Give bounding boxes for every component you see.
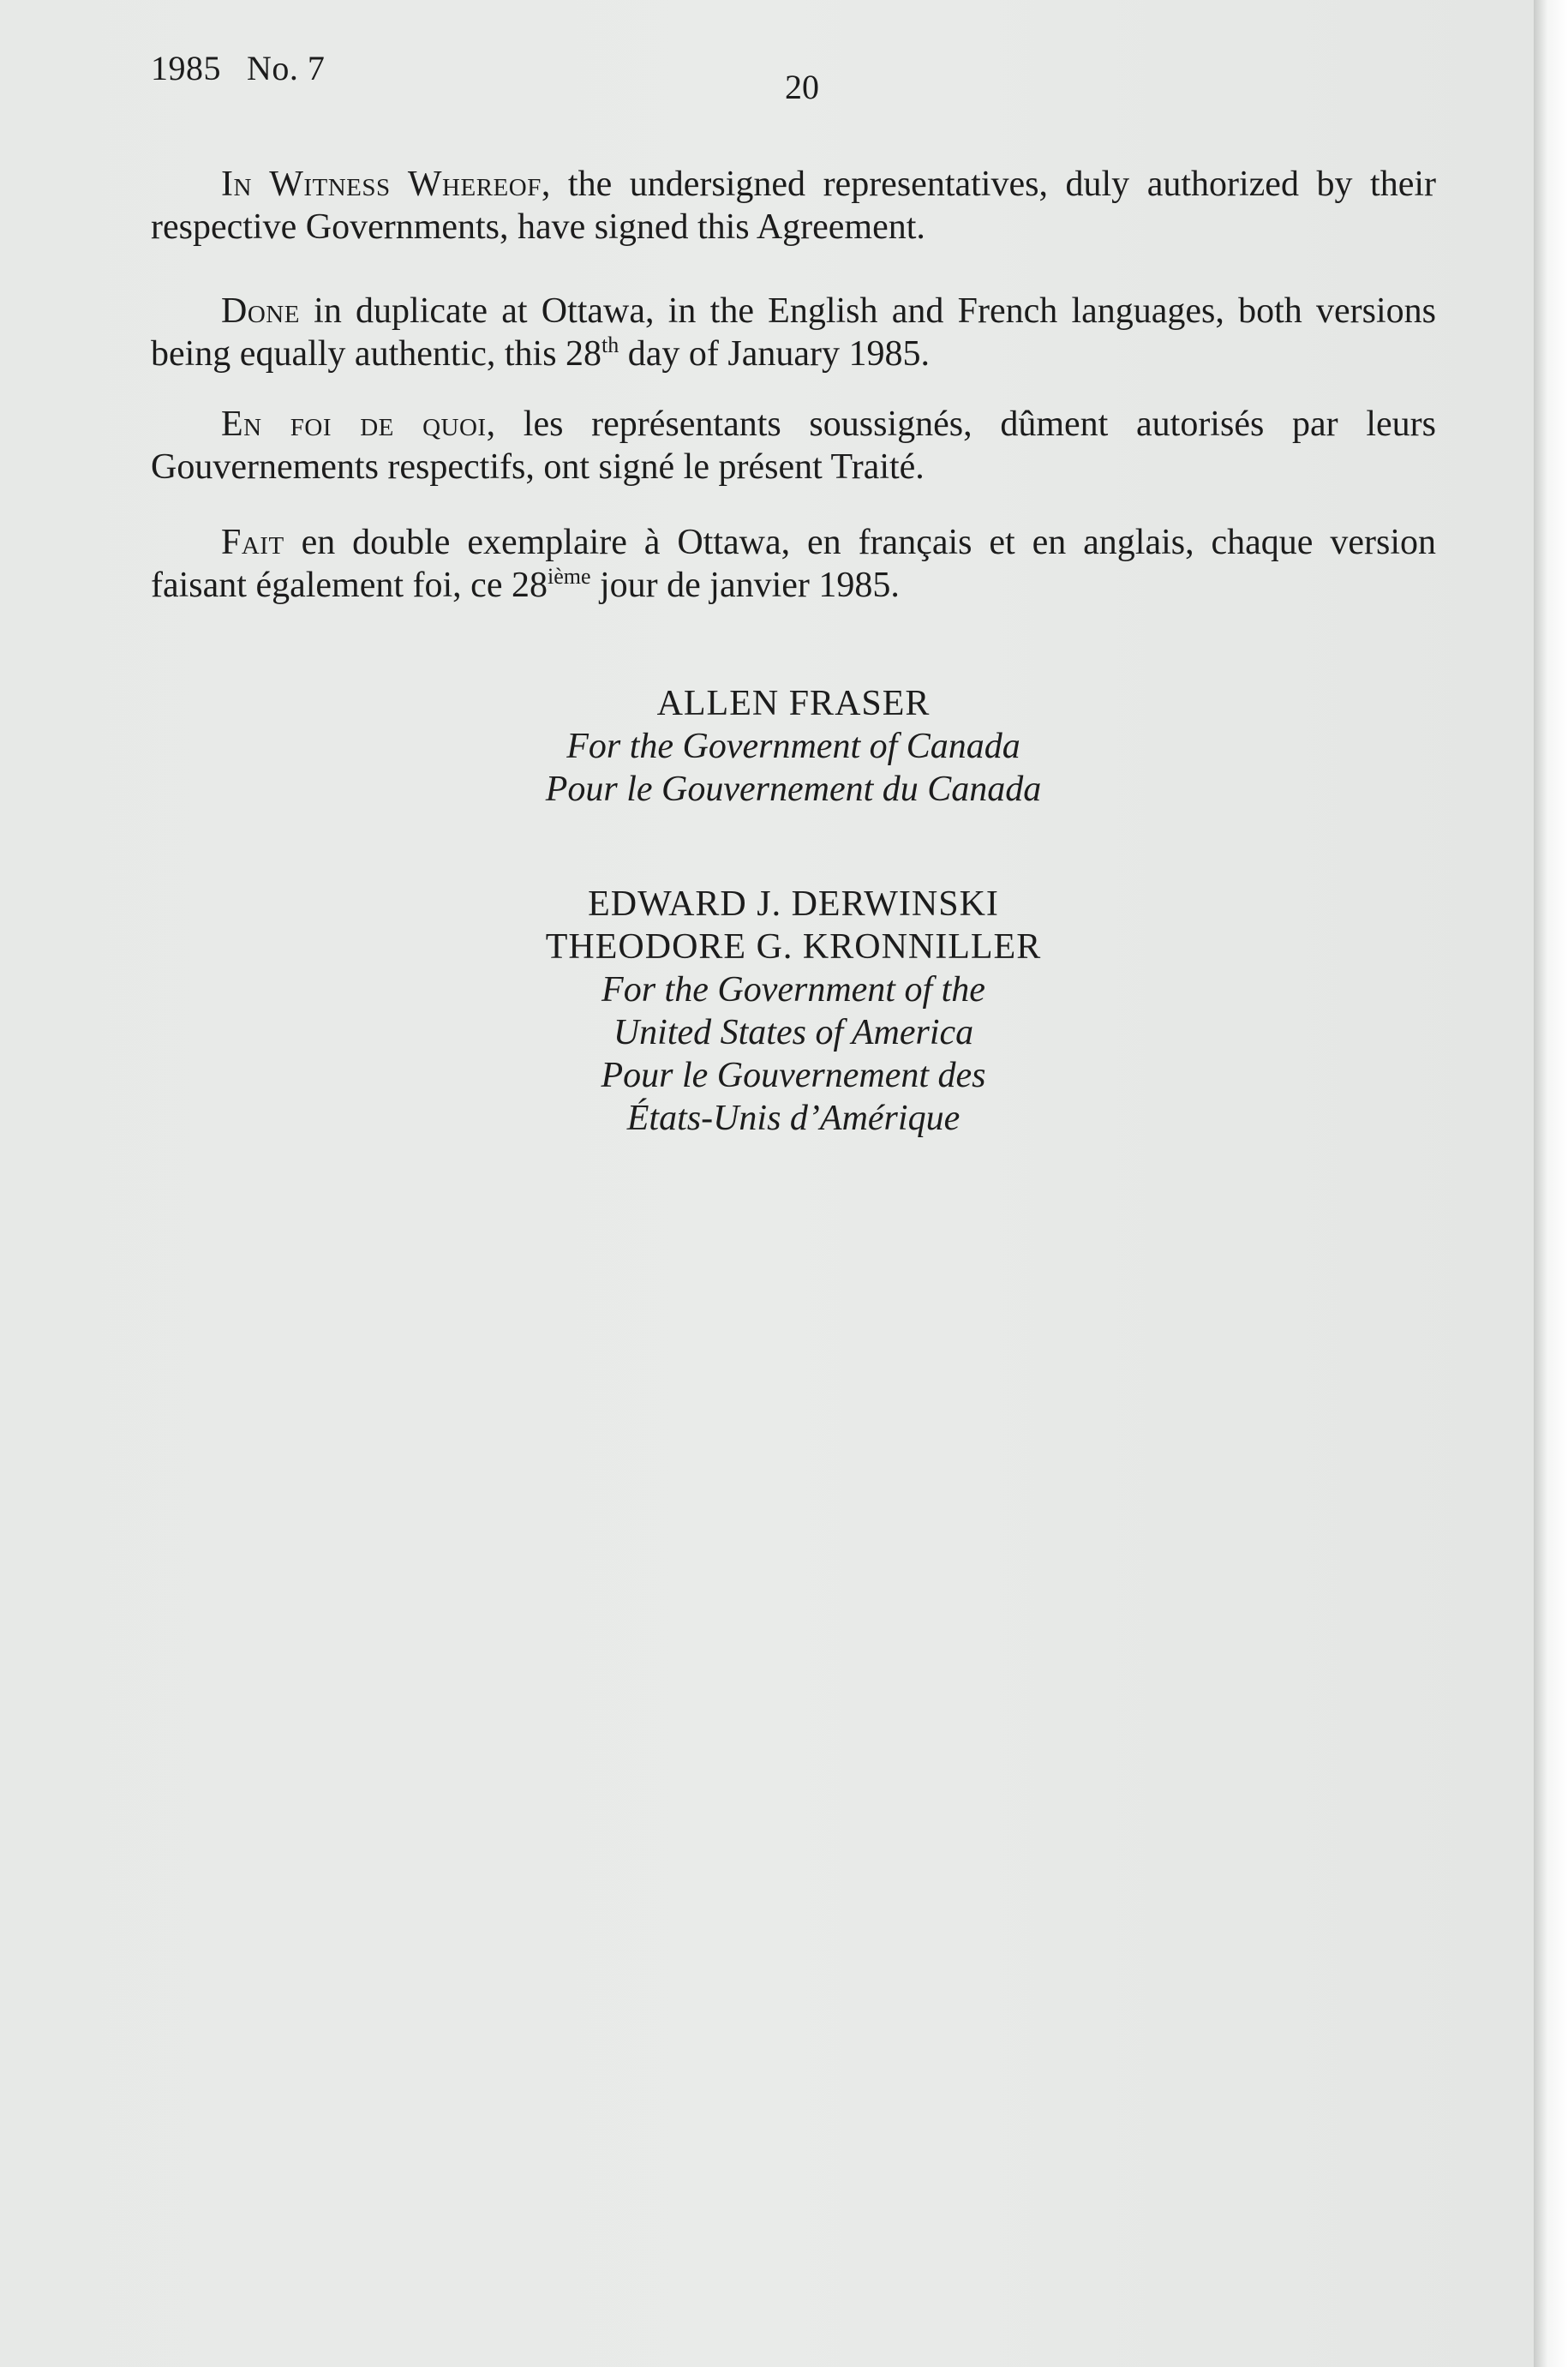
signatory-role-en: For the Government of Canada bbox=[566, 727, 1020, 766]
header-citation bbox=[151, 48, 325, 88]
signature-block-canada bbox=[151, 682, 1436, 811]
signatory-role-fr-2: États-Unis d’Amérique bbox=[626, 1099, 961, 1138]
header-number: No. 7 bbox=[247, 49, 326, 87]
paragraph-text: , the undersigned representatives, duly authorized by their respective Governments, have signed this Agreement. bbox=[151, 165, 1436, 247]
paragraph-en-foi bbox=[151, 403, 1436, 488]
ordinal-suffix: ième bbox=[547, 564, 591, 589]
signatory-role-fr-1: Pour le Gouvernement des bbox=[601, 1056, 986, 1095]
paragraph-in-witness bbox=[151, 163, 1436, 249]
paragraph-text-end: day of January 1985. bbox=[619, 334, 931, 374]
page-binding-edge bbox=[1534, 0, 1568, 2367]
paragraph-text: en double exemplaire à Ottawa, en français et en anglais, chaque version faisant également foi, ce 28 bbox=[151, 523, 1436, 605]
paragraph-lead: In Witness Whereof bbox=[221, 165, 542, 204]
paragraph-lead: Fait bbox=[221, 523, 284, 562]
paragraph-text: , les représentants soussignés, dûment autorisés par leurs Gouvernements respectifs, ont signé le présent Traité. bbox=[151, 404, 1436, 487]
header-year: 1985 bbox=[151, 49, 221, 87]
paragraph-lead: En foi de quoi bbox=[221, 404, 487, 444]
ordinal-suffix: th bbox=[601, 333, 619, 357]
paragraph-done bbox=[151, 290, 1436, 375]
signatory-name-1: EDWARD J. DERWINSKI bbox=[588, 884, 999, 924]
signatory-role-fr: Pour le Gouvernement du Canada bbox=[545, 770, 1042, 809]
signatory-role-en-2: United States of America bbox=[613, 1013, 974, 1052]
signatory-name-2: THEODORE G. KRONNILLER bbox=[545, 927, 1042, 967]
signatory-name: ALLEN FRASER bbox=[656, 684, 931, 723]
paragraph-text: in duplicate at Ottawa, in the English and French languages, both versions being equally authentic, this 28 bbox=[151, 291, 1436, 374]
paragraph-text-end: jour de janvier 1985. bbox=[590, 566, 900, 605]
paragraph-lead: Done bbox=[221, 291, 300, 331]
page-number: 20 bbox=[785, 68, 819, 106]
signature-block-usa bbox=[151, 883, 1436, 1140]
signatory-role-en-1: For the Government of the bbox=[601, 970, 985, 1010]
paragraph-fait bbox=[151, 521, 1436, 607]
